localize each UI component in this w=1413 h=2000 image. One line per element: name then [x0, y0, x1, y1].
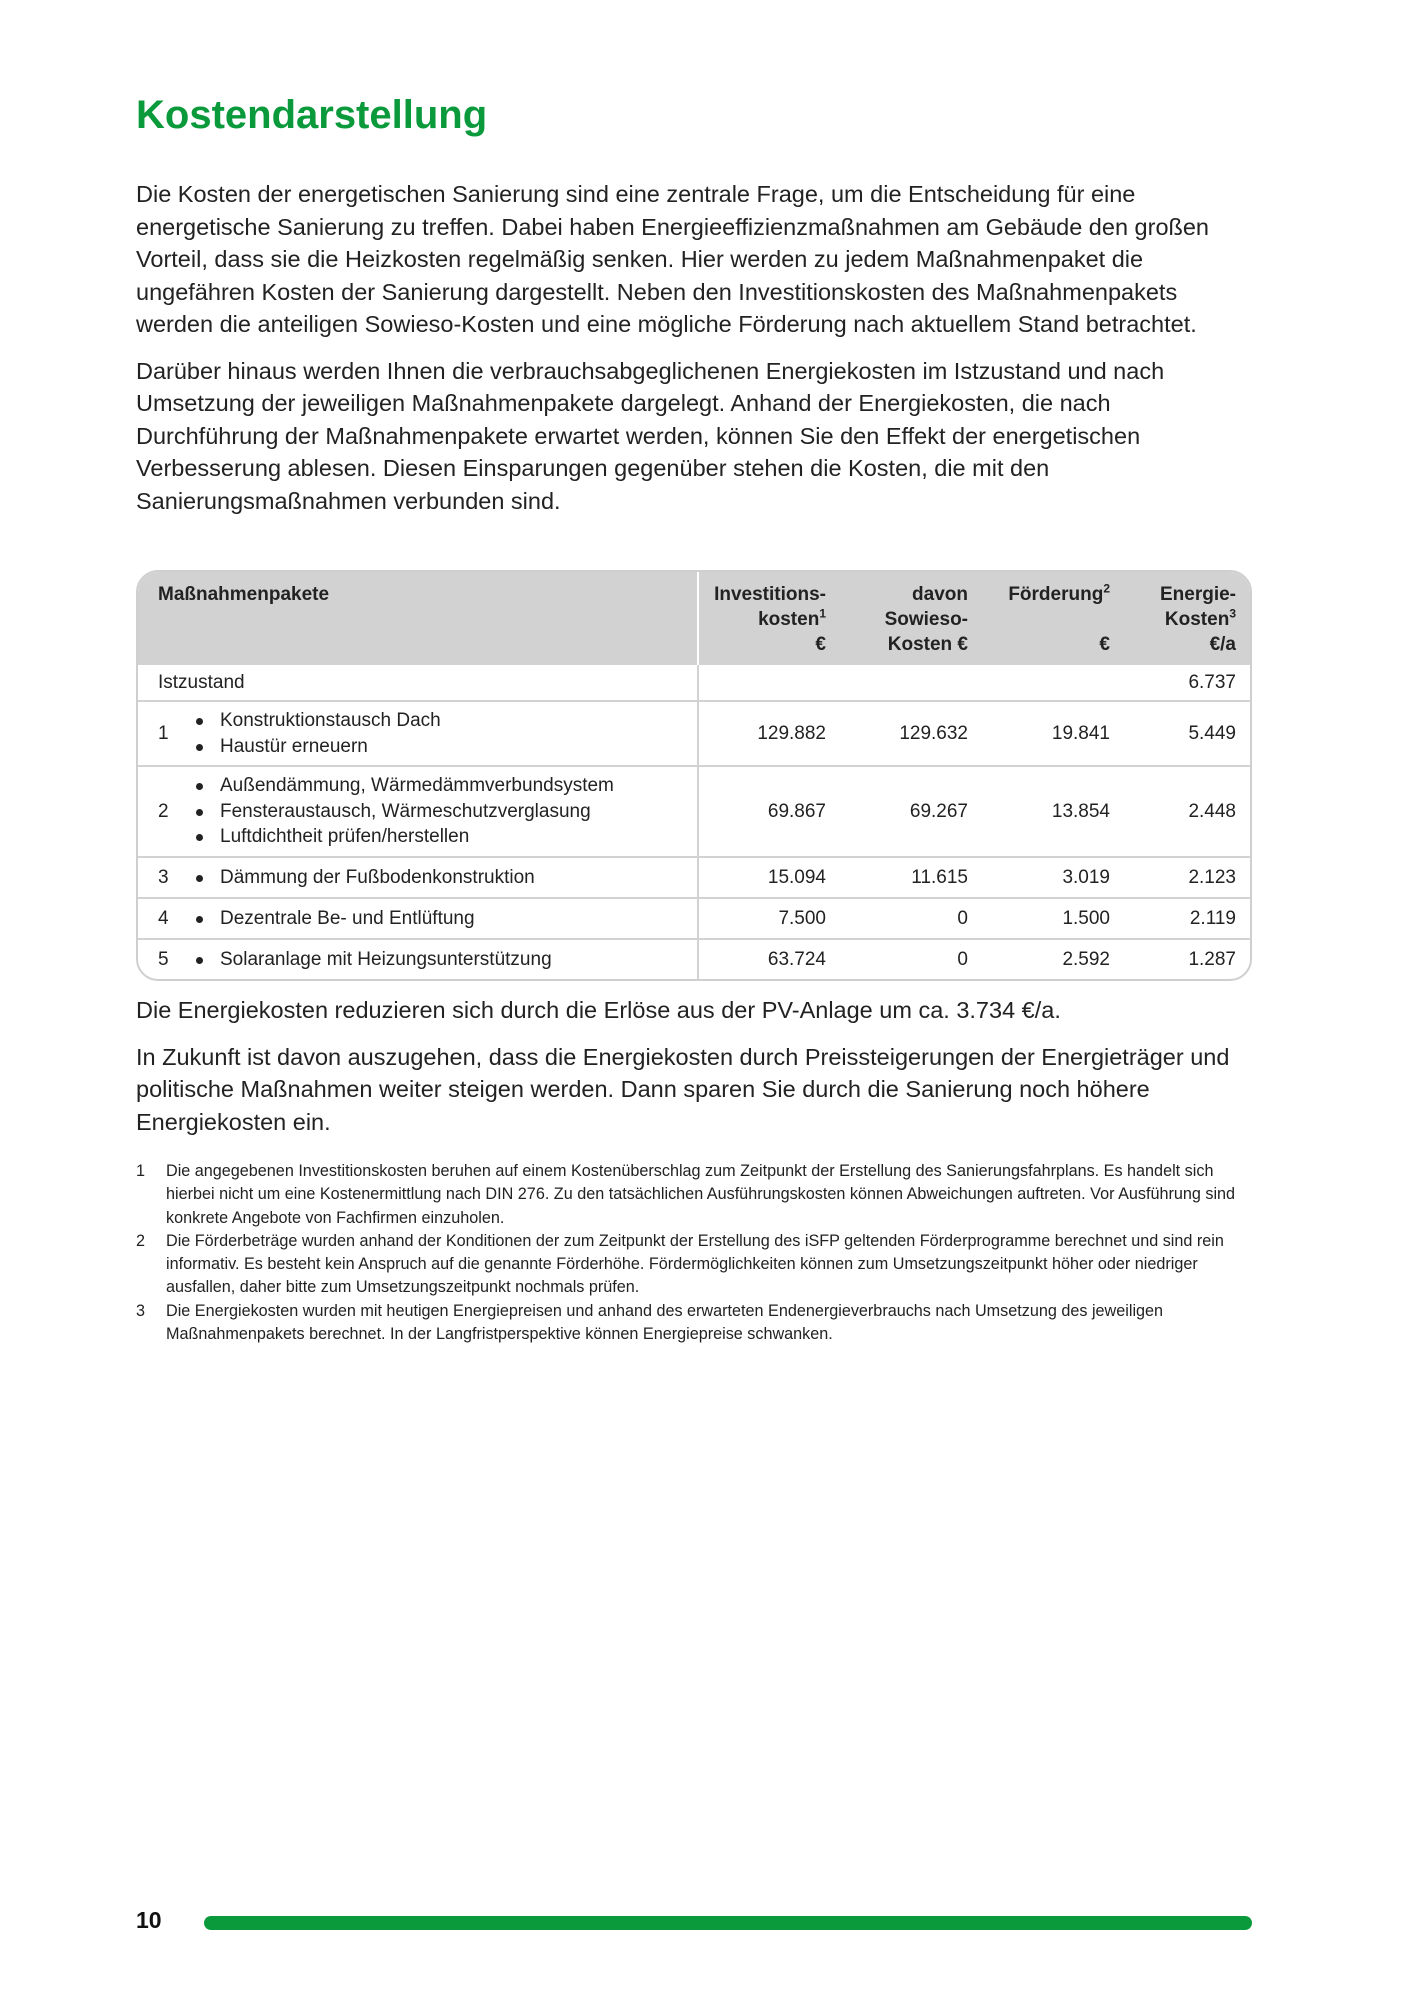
energy-value: 2.119 [1124, 898, 1250, 939]
package-cell [138, 701, 698, 766]
foerderung-value: 19.841 [982, 701, 1124, 766]
footnote-text: Die Förderbeträge wurden anhand der Konditionen der zum Zeitpunkt der Erstellung des iSFP geltenden Förderprogramme berechnet und sind rein informativ. Es besteht kein Anspruch auf die genannte Förderhöhe. Fördermöglichkeiten können zum Umsetzungszeitpunkt höher oder niedriger ausfallen, daher bitte zum Umsetzungszeitpunkt nochmals prüfen. [166, 1231, 1224, 1297]
page-title: Kostendarstellung [136, 93, 488, 137]
table-row [138, 857, 1250, 898]
measure-list [188, 865, 683, 891]
page-footer [136, 1906, 1252, 1934]
energy-value: 5.449 [1124, 701, 1250, 766]
footnote-item [136, 1160, 1252, 1230]
measure-list [188, 708, 683, 759]
header-foerderung [982, 572, 1124, 664]
page-number: 10 [136, 1907, 162, 1933]
table-row-istzustand [138, 664, 1250, 701]
foerderung-value: 2.592 [982, 939, 1124, 979]
footnote-text: Die Energiekosten wurden mit heutigen Energiepreisen und anhand des erwarteten Endenergieverbrauchs nach Umsetzung des jeweiligen Maßnahmenpakets berechnet. In der Langfristperspektive können Energiepreise schwanken. [166, 1301, 1164, 1344]
package-index: 2 [158, 800, 169, 822]
measure-list [188, 906, 683, 932]
foerderung-value: 3.019 [982, 857, 1124, 898]
measure-item: Dezentrale Be- und Entlüftung [188, 906, 683, 932]
invest-value: 69.867 [698, 766, 840, 857]
measure-list [188, 947, 683, 973]
intro-paragraph-2: Darüber hinaus werden Ihnen die verbrauchsabgeglichenen Energiekosten im Istzustand und nach Umsetzung der jeweiligen Maßnahmenpakete dargelegt. Anhand der Energiekosten, die nach Durchführung der Maßnahmenpakete erwartet werden, können Sie den Effekt der energetischen Verbesserung ablesen. Diesen Einsparungen gegenüber stehen die Kosten, die mit den Sanierungsmaßnahmen verbunden sind. [136, 357, 1165, 514]
pv-savings-note: Die Energiekosten reduzieren sich durch die Erlöse aus der PV-Anlage um ca. 3.734 €/a. [136, 997, 1061, 1023]
header-energy-line2: Kosten [1164, 609, 1230, 630]
energy-value: 1.287 [1124, 939, 1250, 979]
measure-list [188, 773, 683, 850]
energy-value: 2.448 [1124, 766, 1250, 857]
invest-value: 63.724 [698, 939, 840, 979]
future-outlook-paragraph: In Zukunft ist davon auszugehen, dass die Energiekosten durch Preissteigerungen der Energieträger und politische Maßnahmen weiter steigen werden. Dann sparen Sie durch die Sanierung noch höhere Energiekosten ein. [136, 1043, 1230, 1135]
footnote-number: 3 [136, 1301, 146, 1320]
header-investment-line2: kosten [758, 609, 820, 630]
sowieso-value: 0 [840, 898, 982, 939]
measure-item: Haustür erneuern [188, 734, 683, 760]
header-energy-line1: Energie- [1159, 584, 1236, 605]
header-foerderung-unit: € [1099, 634, 1110, 655]
foerderung-value: 1.500 [982, 898, 1124, 939]
measure-item: Solaranlage mit Heizungsunterstützung [188, 947, 683, 973]
header-sowieso-line1: davon [912, 584, 968, 605]
package-cell [138, 939, 698, 979]
footnote-text: Die angegebenen Investitionskosten beruhen auf einem Kostenüberschlag zum Zeitpunkt der Erstellung des Sanierungsfahrplans. Es handelt sich hierbei nicht um eine Kostenermittlung nach DIN 276. Zu den tatsächlichen Ausführungskosten können Abweichungen auftreten. Vor Ausführung sind konkrete Angebote von Fachfirmen einzuholen. [166, 1162, 1236, 1227]
package-index: 1 [158, 722, 169, 744]
invest-value: 15.094 [698, 857, 840, 898]
measure-item: Fensteraustausch, Wärmeschutzverglasung [188, 799, 683, 825]
package-cell [138, 857, 698, 898]
header-sowieso [840, 572, 982, 664]
footnote-number: 2 [136, 1231, 146, 1250]
cost-table [138, 572, 1250, 979]
page-content [136, 90, 1252, 1346]
footnote-item [136, 1230, 1252, 1300]
package-index: 5 [158, 948, 169, 970]
sowieso-value: 129.632 [840, 701, 982, 766]
measure-item: Konstruktionstausch Dach [188, 708, 683, 734]
package-cell [138, 898, 698, 939]
istzustand-energy: 6.737 [1124, 664, 1250, 701]
measure-item: Dämmung der Fußbodenkonstruktion [188, 865, 683, 891]
header-investment-line1: Investitions- [714, 584, 826, 605]
header-foerderung-line1: Förderung [1008, 584, 1104, 605]
cost-table-container [136, 570, 1252, 981]
table-row [138, 766, 1250, 857]
foerderung-value: 13.854 [982, 766, 1124, 857]
istzustand-label: Istzustand [138, 664, 698, 701]
intro-paragraph-1: Die Kosten der energetischen Sanierung sind eine zentrale Frage, um die Entscheidung für eine energetische Sanierung zu treffen. Dabei haben Energieeffizienzmaßnahmen am Gebäude den großen Vorteil, dass sie die Heizkosten regelmäßig senken. Hier werden zu jedem Maßnahmenpaket die ungefähren Kosten der Sanierung dargestellt. Neben den Investitionskosten des Maßnahmenpakets werden die anteiligen Sowieso-Kosten und eine mögliche Förderung nach aktuellem Stand betrachtet. [136, 181, 1210, 337]
header-sowieso-line2: Sowieso- [884, 609, 968, 630]
table-row [138, 701, 1250, 766]
header-packages: Maßnahmenpakete [138, 572, 698, 664]
footnote-item [136, 1300, 1252, 1347]
header-energy [1124, 572, 1250, 664]
header-sowieso-line3: Kosten € [887, 634, 968, 655]
header-investment [698, 572, 840, 664]
table-header-row [138, 572, 1250, 664]
footnote-number: 1 [136, 1162, 146, 1180]
invest-value: 129.882 [698, 701, 840, 766]
table-row [138, 898, 1250, 939]
energy-value: 2.123 [1124, 857, 1250, 898]
footnote-ref-3: 3 [1229, 606, 1236, 621]
footnotes [136, 1160, 1252, 1346]
package-cell [138, 766, 698, 857]
sowieso-value: 11.615 [840, 857, 982, 898]
invest-value: 7.500 [698, 898, 840, 939]
table-row [138, 939, 1250, 979]
sowieso-value: 0 [840, 939, 982, 979]
sowieso-value: 69.267 [840, 766, 982, 857]
measure-item: Außendämmung, Wärmedämmverbundsystem [188, 773, 683, 799]
footer-accent-bar [204, 1916, 1252, 1930]
package-index: 4 [158, 907, 169, 929]
footnote-ref-2: 2 [1103, 581, 1110, 596]
package-index: 3 [158, 866, 169, 888]
header-energy-unit: €/a [1209, 634, 1236, 655]
header-investment-unit: € [815, 634, 826, 655]
footnote-ref-1: 1 [819, 606, 826, 621]
measure-item: Luftdichtheit prüfen/herstellen [188, 824, 683, 850]
